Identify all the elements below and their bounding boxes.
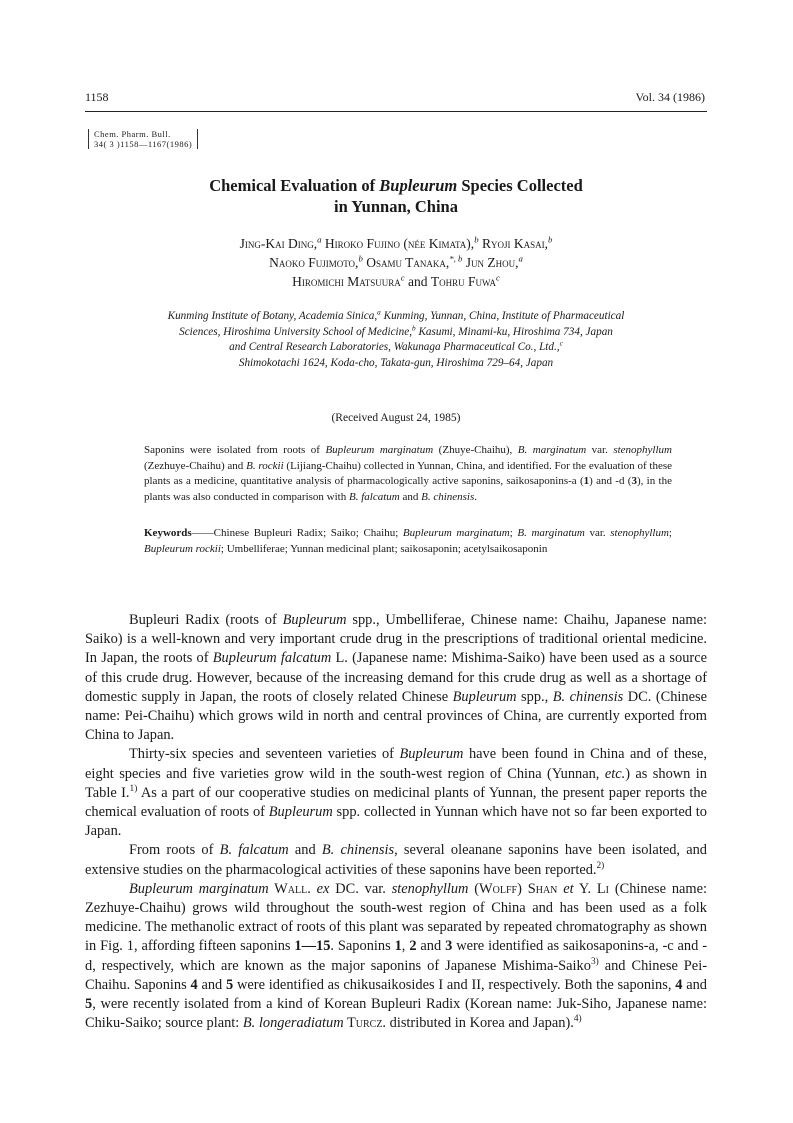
header-rule — [85, 111, 707, 112]
author-list: Jing-Kai Ding,$^a$ Hiroko Fujino (née Kimata),$^b$ Ryoji Kasai,$^b$ Naoko Fujimoto,$^b$ Osamu Tanaka,$^{*, b}$ Jun Zhou,$^a$ Hiromichi Matsuura$^c$ and Tohru Fuwa$^c$ — [239, 234, 553, 289]
keywords-label: Keywords — [144, 527, 192, 539]
author: Hiromichi Matsuura — [292, 274, 401, 289]
body-text — [85, 611, 707, 1033]
paragraph: Thirty-six species and seventeen varieties of Bupleurum have been found in China and of these, eight species and five varieties grow wild in the south-west region of China (Yunnan, etc.) as shown in Table I.$^{1)}$ As a part of our cooperative studies on medicinal plants of Yunnan, the present paper reports the chemical evaluation of roots of Bupleurum spp. collected in Yunnan which have not so far been exported to Japan. — [85, 746, 707, 840]
author: Jing-Kai Ding, — [239, 236, 318, 251]
author: Naoko Fujimoto, — [269, 255, 359, 270]
received-date: (Received August 24, 1985) — [331, 412, 461, 424]
paragraph: Bupleuri Radix (roots of Bupleurum spp., Umbelliferae, Chinese name: Chaihu, Japanese name: Saiko) is a well-known and very important crude drug in the prescriptions of traditional oriental medicine. In Japan, the roots of Bupleurum falcatum L. (Japanese name: Mishima-Saiko) have been used as a source of this crude drug. However, because of the increasing demand for this crude drug as well as a shortage of domestic supply in Japan, the roots of closely related Chinese Bupleurum spp., B. chinensis DC. (Chinese name: Pei-Chaihu) which grows wild in north and central provinces of China, are currently exported from China to Japan. — [85, 612, 707, 744]
author: Hiroko Fujino (née Kimata), — [324, 236, 475, 251]
page-number: 1158 — [85, 90, 109, 104]
citation-journal: Chem. Pharm. Bull. — [94, 129, 171, 139]
author: Osamu Tanaka, — [366, 255, 450, 270]
author: Jun Zhou, — [465, 255, 519, 270]
citation-reference: 34( 3 )1158—1167(1986) — [94, 139, 193, 149]
citation-box — [88, 129, 198, 149]
author: Tohru Fuwa — [430, 274, 497, 289]
paragraph: Bupleurum marginatum Wall. ex DC. var. stenophyllum (Wolff) Shan et Y. Li (Chinese name: Zezhuye-Chaihu) grows wild throughout the south-west region of China and has been used as a folk medicine. The methanolic extract of roots of this plant was separated by repeated chromatography as shown in Fig. 1, affording fifteen saponins 1—15. Saponins 1, 2 and 3 were identified as saikosaponins-a, -c and -d, respectively, which are known as the major saponins of Japanese Mishima-Saiko$^{3)}$ and Chinese Pei-Chaihu. Saponins 4 and 5 were identified as chikusaikosides I and II, respectively. Both the saponins, 4 and 5, were recently isolated from a kind of Korean Bupleuri Radix (Korean name: Juk-Siho, Japanese name: Chiku-Saiko; source plant: B. longeradiatum Turcz. distributed in Korea and Japan).$^{4)}$ — [85, 880, 708, 1032]
abstract: Saponins were isolated from roots of Bupleurum marginatum (Zhuye-Chaihu), B. marginatum var. stenophyllum (Zezhuye-Chaihu) and B. rockii (Lijiang-Chaihu) collected in Yunnan, China, and identified. For the evaluation of these plants as a medicine, quantitative analysis of pharmacologically active saponins, saikosaponins-a (1) and -d (3), in the plants was also conducted in comparison with B. falcatum and B. chinensis. — [144, 444, 672, 503]
paragraph: From roots of B. falcatum and B. chinensis, several oleanane saponins have been isolated, and extensive studies on the pharmacological activities of these saponins have been reported.$^{2)}$ — [85, 842, 708, 878]
volume-label: Vol. 34 (1986) — [635, 90, 705, 104]
keywords: Keywords——Chinese Bupleuri Radix; Saiko; Chaihu; Bupleurum marginatum; B. marginatum var. stenophyllum; Bupleurum rockii; Umbelliferae; Yunnan medicinal plant; saikosaponin; acetylsaikosaponin — [144, 527, 672, 555]
author: Ryoji Kasai, — [481, 236, 548, 251]
affiliations: Kunming Institute of Botany, Academia Sinica,$^a$ Kunming, Yunnan, China, Institute of Pharmaceutical Sciences, Hiroshima University School of Medicine,$^b$ Kasumi, Minami-ku, Hiroshima 734, Japan and Central Research Laboratories, Wakunaga Pharmaceutical Co., Ltd.,$^c$ Shimokotachi 1624, Koda-cho, Takata-gun, Hiroshima 729–64, Japan — [167, 308, 625, 369]
paper-title: Chemical Evaluation of Bupleurum Species Collected in Yunnan, China — [209, 176, 583, 216]
